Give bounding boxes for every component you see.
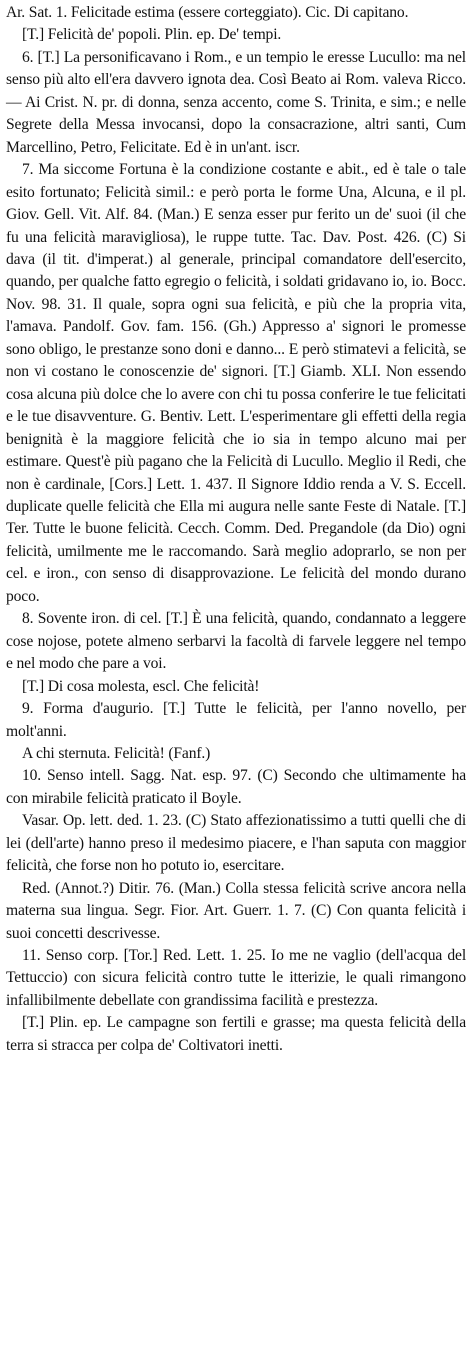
sense-11-paragraph: 11. Senso corp. [Tor.] Red. Lett. 1. 25. Io me ne vaglio (dell'acqua del Tettuccio) con sicura felicità contro tutte le itterizie, le quali rimangono infallibilmente debellate con grandissima facilità e prestezza. xyxy=(6,947,466,1009)
sense-7-paragraph: 7. Ma siccome Fortuna è la condizione costante e abit., ed è tale o tale esito fortunato; Felicità simil.: e però porta le forme Una, Alcuna, e il pl. Giov. Gell. Vit. Alf. 84. (Man.) E senza esser pur ferito un de' suoi (il che fu una felicità maravigliosa), le ruppe tutte. Tac. Dav. Post. 426. (C) Si dava (il tit. d'imperat.) al generale, principal comandatore dell'esercito, quando, per qualche fatto egregio o felicità, i soldati gridavano io, io. Bocc. Nov. 98. 31. Il quale, sopra ogni sua felicità, e più che la propria vita, l'amava. Pandolf. Gov. fam. 156. (Gh.) Appresso a' signori le promesse sono obligo, le prestanze sono doni e danno... E però stimatevi a felicità, se non vi costano le conoscenzie de' signori. [T.] Giamb. XLI. Non essendo cosa alcuna più dolce che lo avere con chi tu possa conferire le tue felicitati e le tue disavventure. G. Bentiv. Lett. L'esperimentare gli effetti della regia benignità è la maggiore felicità che io sia in tempo alcuno mai per estimare. Quest'è più pagano che la Felicità di Lucullo. Meglio il Redi, che non è cardinale, [Cors.] Lett. 1. 437. Il Signore Iddio renda a V. S. Eccell. duplicate quelle felicità che Ella mi augura nelle sante Feste di Natale. [T.] Ter. Tutte le buone felicità. Cecch. Comm. Ded. Pregandole (da Dio) ogni felicità, umilmente me le raccomando. Sarà meglio adoprarlo, se non per cel. e iron., con senso di disapprovazione. Le felicità del mondo durano poco. xyxy=(6,161,466,605)
sense-10-redi: Red. (Annot.?) Ditir. 76. (Man.) Colla stessa felicità scrive ancora nella materna sua lingua. Segr. Fior. Art. Guerr. 1. 7. (C) Con quanta felicità i suoi concetti descrivesse. xyxy=(6,879,466,942)
sense-8-paragraph: 8. Sovente iron. di cel. [T.] È una felicità, quando, condannato a leggere cose nojose, potete almeno serbarvi la facoltà di farvele leggere nel tempo e nel modo che pare a voi. xyxy=(6,610,466,673)
sense-10-vasari: Vasar. Op. lett. ded. 1. 23. (C) Stato affezionatissimo a tutti quelli che di lei (dell'arte) hanno preso il medesimo piacere, e l'han saputa con maggior felicità, che forse non ho potuto io, esercitare. xyxy=(6,812,466,875)
sense-10-paragraph: 10. Senso intell. Sagg. Nat. esp. 97. (C) Secondo che ultimamente ha con mirabile felicità praticato il Boyle. xyxy=(6,767,466,807)
sense-9-paragraph: 9. Forma d'augurio. [T.] Tutte le felicità, per l'anno novello, per molt'anni. xyxy=(6,700,466,740)
entry-note-t-plin: [T.] Felicità de' popoli. Plin. ep. De' tempi. xyxy=(22,26,282,44)
sense-9-sneeze: A chi sternuta. Felicità! (Fanf.) xyxy=(22,744,211,762)
sense-11-plin: [T.] Plin. ep. Le campagne son fertili e grasse; ma questa felicità della terra si stracca per colpa de' Coltivatori inetti. xyxy=(6,1014,466,1054)
sense-8-exclamation: [T.] Di cosa molesta, escl. Che felicità! xyxy=(22,677,260,695)
entry-continuation: Ar. Sat. 1. Felicitade estima (essere corteggiato). Cic. Di capitano. xyxy=(6,4,409,21)
sense-6-paragraph: 6. [T.] La personificavano i Rom., e un tempio le eresse Lucullo: ma nel senso più alto ell'era davvero ignota dea. Così Beato ai Rom. valeva Ricco. — Ai Crist. N. pr. di donna, senza accento, come S. Trinita, e sim.; e nelle Segrete della Messa invocansi, dopo la consacrazione, altri santi, Cum Marcellino, Petro, Felicitate. Ed è in un'ant. iscr. xyxy=(6,48,466,156)
